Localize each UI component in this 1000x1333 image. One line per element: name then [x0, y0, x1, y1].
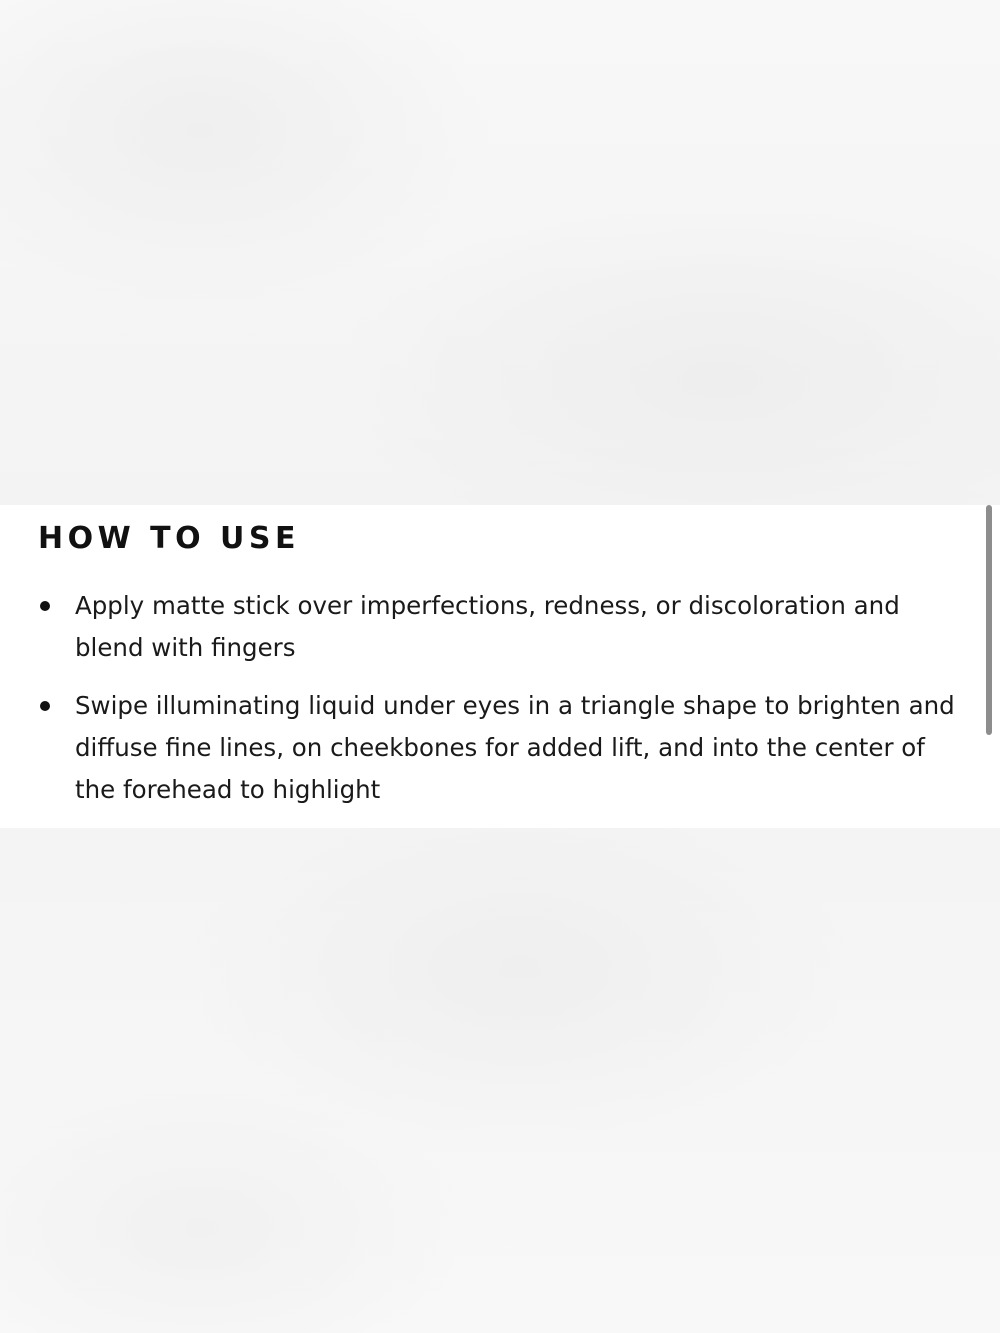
bullet-icon — [40, 701, 50, 711]
bullet-icon — [40, 601, 50, 611]
scrollbar[interactable] — [986, 505, 992, 735]
how-to-use-panel — [0, 505, 1000, 828]
step-text: Swipe illuminating liquid under eyes in a triangle shape to brighten and diffuse fine lines, on cheekbones for added lift, and into the center of the forehead to highlight — [75, 691, 955, 804]
list-item — [38, 685, 960, 811]
usage-steps-list — [38, 585, 960, 811]
blurred-background-top — [0, 0, 1000, 505]
step-text: Apply matte stick over imperfections, redness, or discoloration and blend with fingers — [75, 591, 900, 662]
section-title: HOW TO USE — [38, 521, 301, 556]
blurred-background-bottom — [0, 828, 1000, 1333]
list-item — [38, 585, 960, 669]
